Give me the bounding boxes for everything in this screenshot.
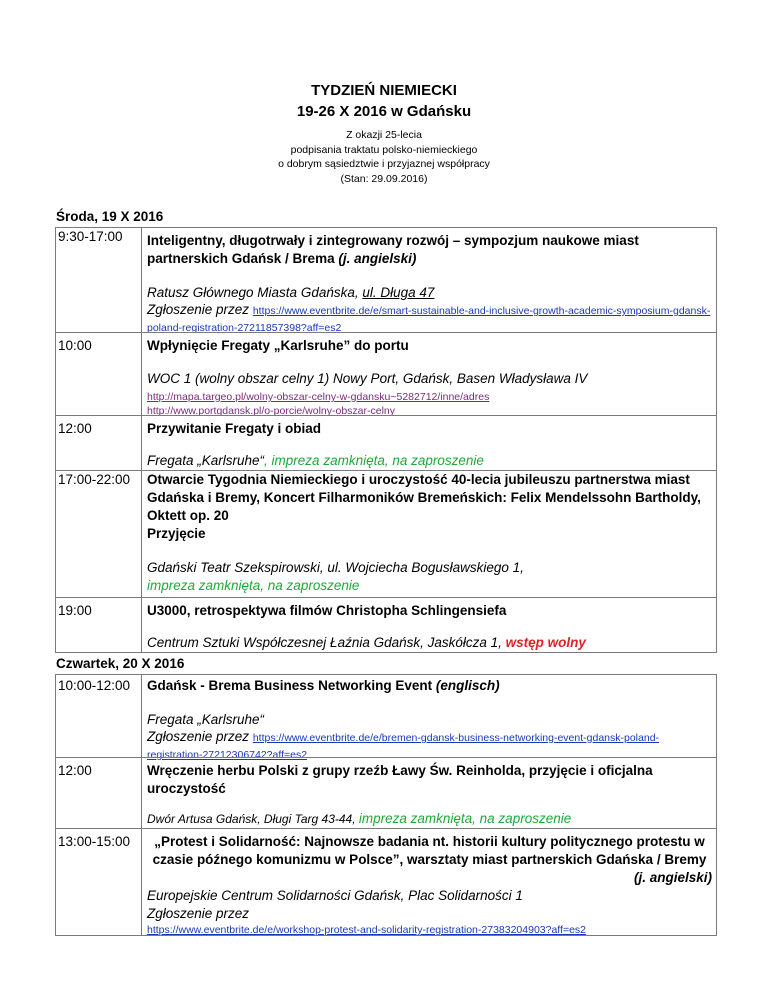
event-title: Inteligentny, długotrwały i zintegrowany rozwój – sympozjum naukowe miast partnerskich Gdańsk / Brema xyxy=(147,233,639,266)
event-time: 17:00-22:00 xyxy=(56,471,142,597)
event-details xyxy=(147,758,716,828)
event-details xyxy=(147,228,716,336)
event-signup-label: Zgłoszenie przez xyxy=(147,906,250,921)
header-line-2: podpisania traktatu polsko-niemieckiego xyxy=(290,143,478,156)
table-row xyxy=(56,228,716,332)
table-row xyxy=(56,757,716,828)
event-time: 10:00-12:00 xyxy=(56,675,142,757)
event-reception: Przyjęcie xyxy=(147,526,206,541)
event-details xyxy=(147,333,716,418)
event-language: (j. angielski) xyxy=(633,870,712,885)
event-title: Wręczenie herbu Polski z grupy rzeźb Ławy Św. Reinholda, przyjęcie i oficjalna uroczystość xyxy=(147,763,653,796)
registration-link[interactable]: https://www.eventbrite.de/e/bremen-gdansk-business-networking-event-gdansk-poland-registration-27212306742?aff=es2 xyxy=(147,732,660,761)
document-header xyxy=(0,80,768,186)
table-row xyxy=(56,828,716,935)
event-language: (j. angielski) xyxy=(338,251,417,266)
event-time: 19:00 xyxy=(56,598,142,652)
event-title: Wpłynięcie Fregaty „Karlsruhe” do portu xyxy=(147,338,409,353)
table-row xyxy=(56,675,716,761)
invitation-note: , impreza zamknięta, na zaproszenie xyxy=(264,453,484,468)
event-title: Otwarcie Tygodnia Niemieckiego i uroczystość 40-lecia jubileuszu partnerstwa miast Gdańska i Bremy, Koncert Filharmoników Bremeńskich: Felix Mendelssohn Bartholdy, Oktett op. 20 xyxy=(147,472,701,523)
header-line-1: Z okazji 25-lecia xyxy=(346,129,422,141)
schedule-table-day1 xyxy=(55,227,717,653)
header-status: (Stan: 29.09.2016) xyxy=(340,172,428,185)
event-signup: Zgłoszenie przez https://www.eventbrite.de/e/smart-sustainable-and-inclusive-growth-academic-symposium-gdansk-poland-registration-27211857398?aff=es2 xyxy=(147,302,711,334)
event-title: Przywitanie Fregaty i obiad xyxy=(147,421,322,436)
day-label-thursday: Czwartek, 20 X 2016 xyxy=(56,656,185,671)
event-title: U3000, retrospektywa filmów Christopha Schlingensiefa xyxy=(147,603,507,618)
table-row xyxy=(56,470,716,597)
table-row xyxy=(56,597,716,652)
event-location: Gdański Teatr Szekspirowski, ul. Wojciecha Bogusławskiego 1, xyxy=(147,560,524,575)
event-details xyxy=(147,675,716,763)
event-time: 10:00 xyxy=(56,333,142,415)
invitation-note: impreza zamknięta, na zaproszenie xyxy=(147,578,360,593)
event-time: 9:30-17:00 xyxy=(56,228,142,332)
table-row xyxy=(56,332,716,415)
registration-link[interactable]: https://www.eventbrite.de/e/smart-sustainable-and-inclusive-growth-academic-symposium-gdansk-poland-registration-27211857398?aff=es2 xyxy=(147,305,711,334)
invitation-note: impreza zamknięta, na zaproszenie xyxy=(358,811,572,826)
schedule-table-day2 xyxy=(55,674,717,936)
event-location: Fregata „Karlsruhe“ xyxy=(147,712,265,727)
event-language: (englisch) xyxy=(435,678,500,693)
event-details xyxy=(147,416,716,470)
table-row xyxy=(56,415,716,470)
map-link[interactable]: http://mapa.targeo.pl/wolny-obszar-celny-w-gdansku~5282712/inne/adres xyxy=(147,391,490,403)
event-title: „Protest i Solidarność: Najnowsze badania nt. historii kultury politycznego protestu w czasie późnego komunizmu w Polsce”, warsztaty miast partnerskich Gdańska / Bremy xyxy=(152,834,707,867)
event-details xyxy=(147,829,716,937)
event-time: 13:00-15:00 xyxy=(56,829,142,935)
page-title: TYDZIEŃ NIEMIECKI xyxy=(311,82,457,99)
port-link[interactable]: http://www.portgdansk.pl/o-porcie/wolny-obszar-celny xyxy=(147,405,396,417)
event-location: Fregata „Karlsruhe“, impreza zamknięta, na zaproszenie xyxy=(147,453,484,468)
free-entry-note: wstęp wolny xyxy=(505,635,586,650)
event-location: WOC 1 (wolny obszar celny 1) Nowy Port, Gdańsk, Basen Władysława IV xyxy=(147,371,588,386)
event-details xyxy=(147,598,716,652)
event-location: Dwór Artusa Gdańsk, Długi Targ 43-44, impreza zamknięta, na zaproszenie xyxy=(147,811,572,826)
event-signup: Zgłoszenie przez https://www.eventbrite.de/e/bremen-gdansk-business-networking-event-gdansk-poland-registration-27212306742?aff=es2 xyxy=(147,729,660,761)
event-title: Gdańsk - Brema Business Networking Event xyxy=(147,678,433,693)
registration-link[interactable]: https://www.eventbrite.de/e/workshop-protest-and-solidarity-registration-27383204903?aff=es2 xyxy=(147,924,587,936)
page-dates: 19-26 X 2016 w Gdańsku xyxy=(296,103,472,120)
event-location: Europejskie Centrum Solidarności Gdańsk, Plac Solidarności 1 xyxy=(147,888,523,903)
event-time: 12:00 xyxy=(56,416,142,470)
day-label-wednesday: Środa, 19 X 2016 xyxy=(56,209,164,224)
event-time: 12:00 xyxy=(56,758,142,828)
header-line-3: o dobrym sąsiedztwie i przyjaznej współpracy xyxy=(278,158,490,170)
event-location: Centrum Sztuki Współczesnej Łaźnia Gdańsk, Jaskółcza 1, wstęp wolny xyxy=(147,635,586,650)
event-location: Ratusz Głównego Miasta Gdańska, ul. Długa 47 xyxy=(147,285,435,300)
event-details xyxy=(147,471,716,595)
